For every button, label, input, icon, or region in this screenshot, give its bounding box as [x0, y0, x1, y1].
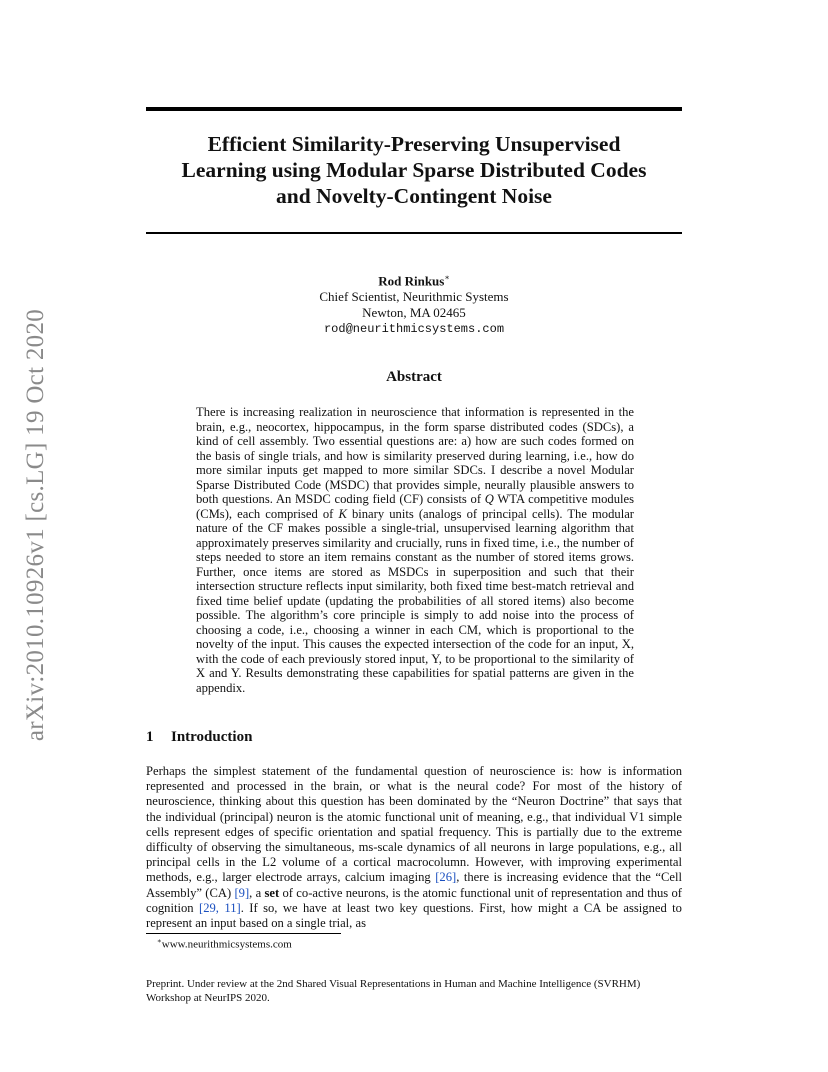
title-rule-bottom — [146, 232, 682, 234]
preprint-note: Preprint. Under review at the 2nd Shared Visual Representations in Human and Machine Intelligence (SVRHM) Workshop at NeurIPS 2020. — [146, 978, 641, 1004]
intro-bold-set: set — [264, 885, 280, 900]
arxiv-identifier-stamp — [20, 290, 52, 760]
section-heading-introduction — [146, 729, 252, 746]
introduction-paragraph — [146, 764, 682, 931]
footnote — [157, 937, 292, 951]
footnote-mark: ∗ — [157, 937, 162, 945]
abstract-math-k: K — [338, 506, 347, 521]
abstract-text-1: There is increasing realization in neuroscience that information is represented in the brain, e.g., neocortex, hippocampus, in the form sparse distributed codes (SDCs), a kind of cell assembly. Two essential questions are: a) how are such codes formed on the basis of single trials, and how is similarity preserved during learning, i.e., how do more similar inputs get mapped to more similar SDCs. I describe a novel Modular Sparse Distributed Code (MSDC) that provides simple, neurally plausible answers to both questions. An MSDC coding field (CF) consists of — [196, 405, 634, 506]
author-affiliation: Chief Scientist, Neurithmic Systems — [319, 289, 509, 305]
intro-text-3: , a — [249, 885, 265, 900]
author-footnote-mark: ∗ — [444, 273, 450, 282]
title-line-3: and Novelty-Contingent Noise — [276, 184, 552, 208]
citation-link-9[interactable]: [9] — [234, 885, 250, 900]
intro-text-4: of co-active neurons, is the atomic functional unit of representation and thus of cognition — [146, 885, 683, 915]
footnote-rule — [146, 933, 341, 934]
author-email[interactable]: rod@neurithmicsystems.com — [323, 322, 505, 337]
abstract-heading: Abstract — [386, 369, 442, 385]
intro-text-5: . If so, we have at least two key questions. First, how might a CA be assigned to represent an input based on a single trial, as — [146, 900, 682, 931]
title-rule-top — [146, 107, 682, 111]
title-line-1: Efficient Similarity-Preserving Unsupervised — [207, 132, 621, 156]
section-title: Introduction — [171, 729, 253, 745]
abstract-text-3: binary units (analogs of principal cells). The modular nature of the CF makes possible a single-trial, unsupervised learning algorithm that approximately preserves similarity and crucially, runs in fixed time, i.e., the number of steps needed to store an item remains constant as the number of stored items grows. Further, once items are stored as MSDCs in superposition and such that their intersection structure reflects input similarity, both fixed time best-match retrieval and fixed time belief update (updating the probabilities of all stored items) also become possible. The algorithm’s core principle is simply to add noise into the process of choosing a code, i.e., choosing a winner in each CM, which is proportional to the novelty of the input. This causes the expected intersection of the code for an input, X, with the code of each previously stored input, Y, to be proportional to the similarity of X and Y. Results demonstrating these capabilities for spatial patterns are given in the appendix. — [196, 506, 634, 695]
citation-link-29-11[interactable]: [29, 11] — [199, 900, 241, 915]
abstract-text-2: WTA competitive modules (CMs), each comprised of — [196, 492, 634, 521]
title-line-2: Learning using Modular Sparse Distributed Codes — [181, 158, 647, 182]
abstract-body — [196, 405, 634, 695]
footnote-url[interactable]: www.neurithmicsystems.com — [161, 938, 292, 951]
intro-text-1: Perhaps the simplest statement of the fundamental question of neuroscience is: how is information represented and processed in the brain, or what is the neural code? For most of the history of neuroscience, thinking about this question has been dominated by the “Neuron Doctrine” that says that the individual (principal) neuron is the atomic functional unit of meaning, e.g., that individual V1 simple cells represent edges of specific orientation and spatial frequency. This is partially due to the extreme difficulty of observing the simultaneous, ms-scale dynamics of all neurons in large populations, e.g., all principal cells in the L2 volume of a cortical macrocolumn. However, with improving experimental methods, e.g., larger electrode arrays, calcium imaging — [146, 764, 682, 885]
author-location: Newton, MA 02465 — [362, 305, 466, 321]
abstract-math-q: Q — [484, 492, 494, 506]
section-number: 1 — [146, 729, 154, 745]
arxiv-identifier-text: arXiv:2010.10926v1 [cs.LG] 19 Oct 2020 — [22, 308, 50, 742]
intro-text-2: , there is increasing evidence that the “Cell Assembly” (CA) — [146, 870, 682, 900]
author-name-line — [146, 270, 682, 289]
author-block — [146, 270, 682, 337]
author-name: Rod Rinkus — [378, 273, 445, 289]
paper-title — [146, 131, 682, 209]
citation-link-26[interactable]: [26] — [435, 870, 457, 885]
